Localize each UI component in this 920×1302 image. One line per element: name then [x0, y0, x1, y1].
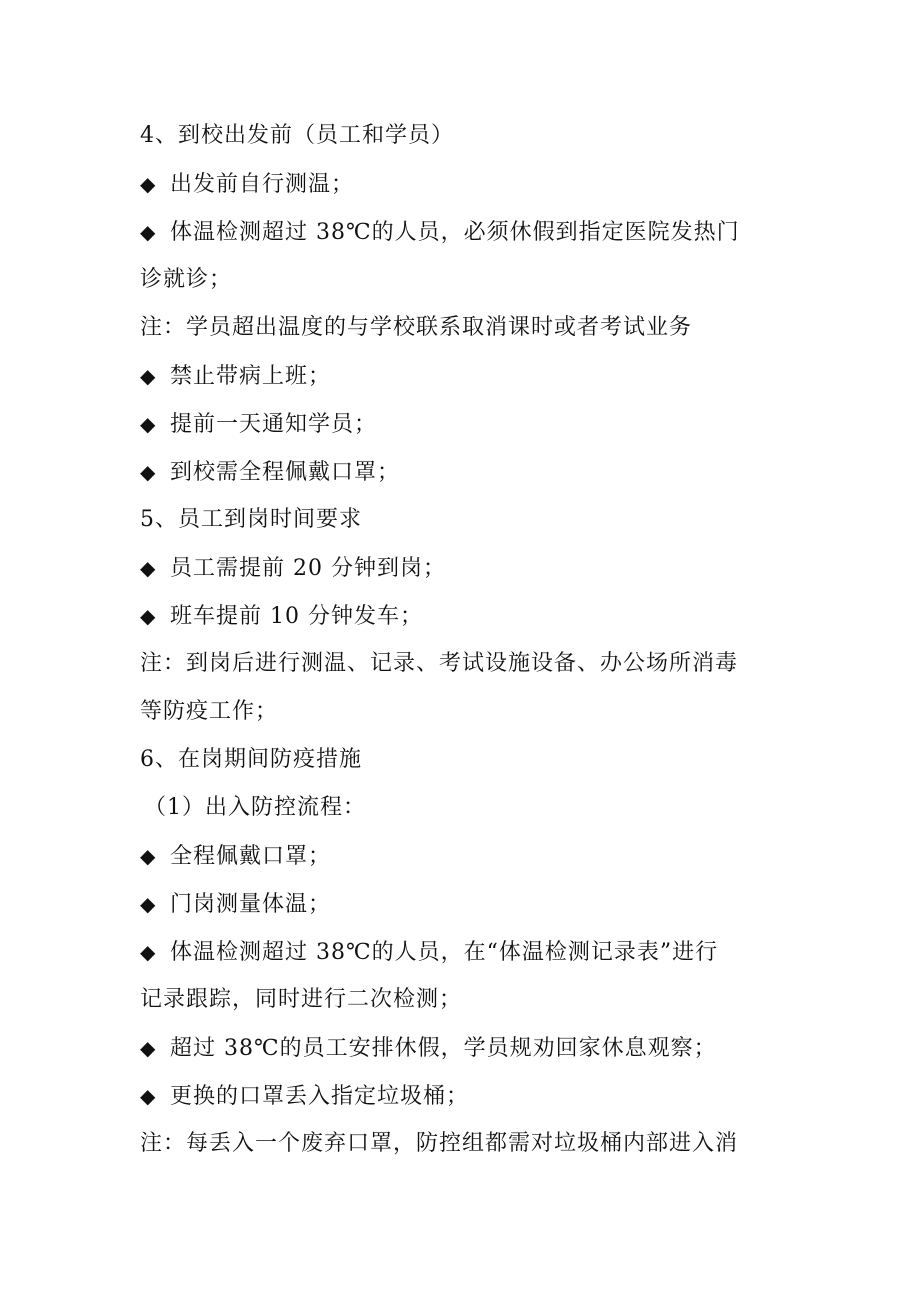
line-text: 注：每丢入一个废弃口罩，防控组都需对垃圾桶内部进入消 [140, 1131, 739, 1156]
continuation-line [140, 256, 790, 304]
subsection-heading [140, 784, 790, 832]
line-text: 注：到岗后进行测温、记录、考试设施设备、办公场所消毒 [140, 651, 739, 676]
section-heading-6 [140, 736, 790, 784]
line-text: 等防疫工作； [140, 699, 279, 724]
line-text: 员工需提前 20 分钟到岗； [170, 556, 446, 581]
diamond-bullet-icon: ◆ [140, 364, 157, 388]
diamond-bullet-icon: ◆ [140, 844, 157, 868]
line-text: 禁止带病上班； [170, 364, 332, 389]
bullet-item [140, 592, 790, 640]
diamond-bullet-icon: ◆ [140, 892, 157, 916]
line-text: 记录跟踪，同时进行二次检测； [140, 987, 463, 1012]
line-text: 体温检测超过 38℃的人员，在“体温检测记录表”进行 [170, 940, 719, 965]
bullet-item [140, 1024, 790, 1072]
line-text: 更换的口罩丢入指定垃圾桶； [170, 1084, 470, 1109]
continuation-line [140, 688, 790, 736]
line-text: 班车提前 10 分钟发车； [170, 604, 423, 629]
line-text: 到校需全程佩戴口罩； [170, 460, 401, 485]
line-text: 5、员工到岗时间要求 [140, 507, 362, 532]
line-text: 体温检测超过 38℃的人员，必须休假到指定医院发热门 [170, 220, 740, 245]
section-heading-5 [140, 496, 790, 544]
line-text: 全程佩戴口罩； [170, 844, 332, 869]
diamond-bullet-icon: ◆ [140, 220, 157, 244]
line-text: 提前一天通知学员； [170, 412, 378, 437]
note-line [140, 640, 790, 688]
diamond-bullet-icon: ◆ [140, 940, 157, 964]
document-body [140, 112, 790, 1168]
diamond-bullet-icon: ◆ [140, 412, 157, 436]
bullet-item [140, 928, 790, 976]
diamond-bullet-icon: ◆ [140, 1036, 157, 1060]
line-text: 4、到校出发前（员工和学员） [140, 123, 454, 148]
section-heading-4 [140, 112, 790, 160]
note-line [140, 1120, 790, 1168]
line-text: （1）出入防控流程： [144, 795, 366, 820]
note-line [140, 304, 790, 352]
diamond-bullet-icon: ◆ [140, 604, 157, 628]
diamond-bullet-icon: ◆ [140, 172, 157, 196]
line-text: 超过 38℃的员工安排休假，学员规劝回家休息观察； [170, 1036, 717, 1061]
diamond-bullet-icon: ◆ [140, 1084, 157, 1108]
line-text: 出发前自行测温； [170, 172, 355, 197]
line-text: 6、在岗期间防疫措施 [140, 747, 362, 772]
bullet-item [140, 832, 790, 880]
bullet-item [140, 160, 790, 208]
bullet-item [140, 1072, 790, 1120]
diamond-bullet-icon: ◆ [140, 460, 157, 484]
bullet-item [140, 544, 790, 592]
bullet-item [140, 352, 790, 400]
line-text: 诊就诊； [140, 267, 233, 292]
diamond-bullet-icon: ◆ [140, 556, 157, 580]
continuation-line [140, 976, 790, 1024]
line-text: 注：学员超出温度的与学校联系取消课时或者考试业务 [140, 315, 693, 340]
bullet-item [140, 400, 790, 448]
bullet-item [140, 208, 790, 256]
bullet-item [140, 880, 790, 928]
bullet-item [140, 448, 790, 496]
line-text: 门岗测量体温； [170, 892, 332, 917]
